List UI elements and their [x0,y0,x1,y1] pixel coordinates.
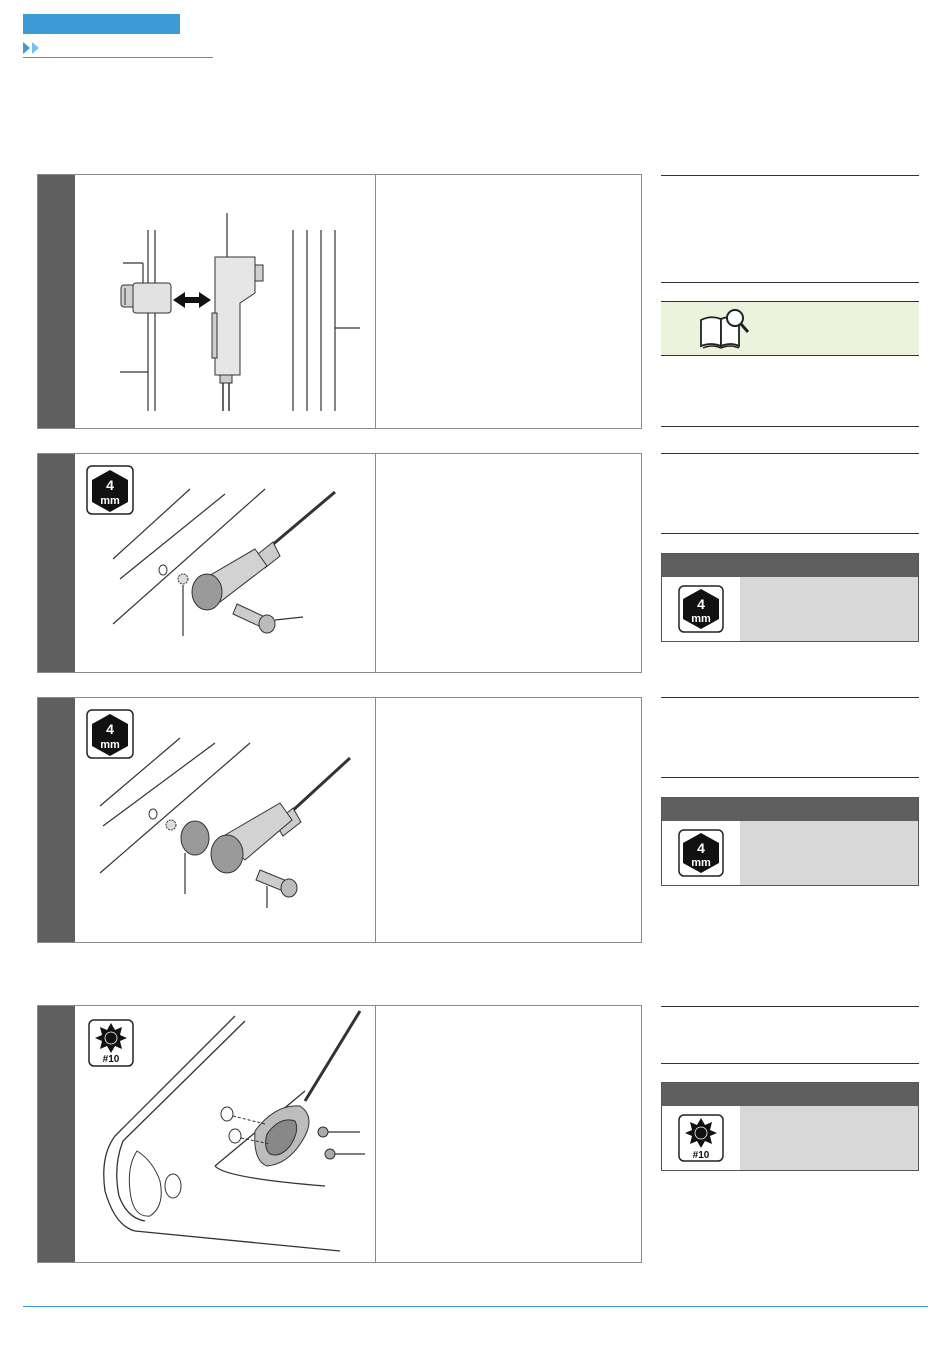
tool-box-icon-cell [662,577,741,641]
svg-text:mm: mm [691,613,711,625]
note-divider [661,175,919,176]
note-divider [661,533,919,534]
header-bar [23,14,180,34]
step-number-bar [38,454,75,672]
sensor-unit-connection-diagram [75,175,375,428]
tool-box [661,797,919,886]
svg-text:4: 4 [697,840,705,856]
step-4 [37,1005,642,1263]
torx-10-icon [678,1114,724,1162]
hex-key-4mm-icon [678,829,724,877]
note-divider [661,1006,919,1007]
step-2 [37,453,642,673]
svg-text:#10: #10 [692,1150,710,1161]
svg-text:4: 4 [106,721,114,737]
sensor-mount-bolt-diagram [75,454,375,672]
step-figure [75,698,376,942]
tool-box-header [662,1083,918,1106]
step-text [376,698,641,942]
header-underline [23,57,213,58]
cover-plate-screws-diagram [75,1006,375,1262]
svg-text:4: 4 [106,477,114,493]
tool-box-icon-cell [662,821,741,885]
note-divider [661,453,919,454]
step-1 [37,174,642,429]
double-chevron-right-icon [23,42,43,54]
note-divider [661,426,919,427]
tool-box-body [740,1106,918,1170]
tool-box-body [740,821,918,885]
step-text [376,1006,641,1262]
sensor-mount-spacer-bolt-diagram [75,698,375,942]
footer-line [23,1306,928,1307]
step-number-bar [38,175,75,428]
hex-key-4mm-icon [87,466,133,514]
svg-text:4: 4 [697,596,705,612]
note-divider [661,697,919,698]
tool-box-icon-cell [662,1106,741,1170]
note-divider [661,1063,919,1064]
step-figure [75,454,376,672]
note-divider [661,777,919,778]
tool-box-header [662,798,918,821]
svg-text:#10: #10 [102,1054,120,1065]
tool-box-header [662,554,918,577]
svg-text:mm: mm [100,739,120,751]
step-text [376,454,641,672]
note-divider [661,282,919,283]
hex-key-4mm-icon [87,710,133,758]
hex-key-4mm-icon [678,585,724,633]
tool-box [661,553,919,642]
tool-box [661,1082,919,1171]
step-3 [37,697,642,943]
step-number-bar [38,1006,75,1262]
reference-box [661,301,919,356]
step-figure [75,175,376,428]
step-number-bar [38,698,75,942]
torx-10-icon [89,1020,133,1066]
tool-box-body [740,577,918,641]
step-figure [75,1006,376,1262]
svg-text:mm: mm [691,857,711,869]
step-text [376,175,641,428]
book-magnifier-icon [699,306,751,352]
svg-text:mm: mm [100,495,120,507]
